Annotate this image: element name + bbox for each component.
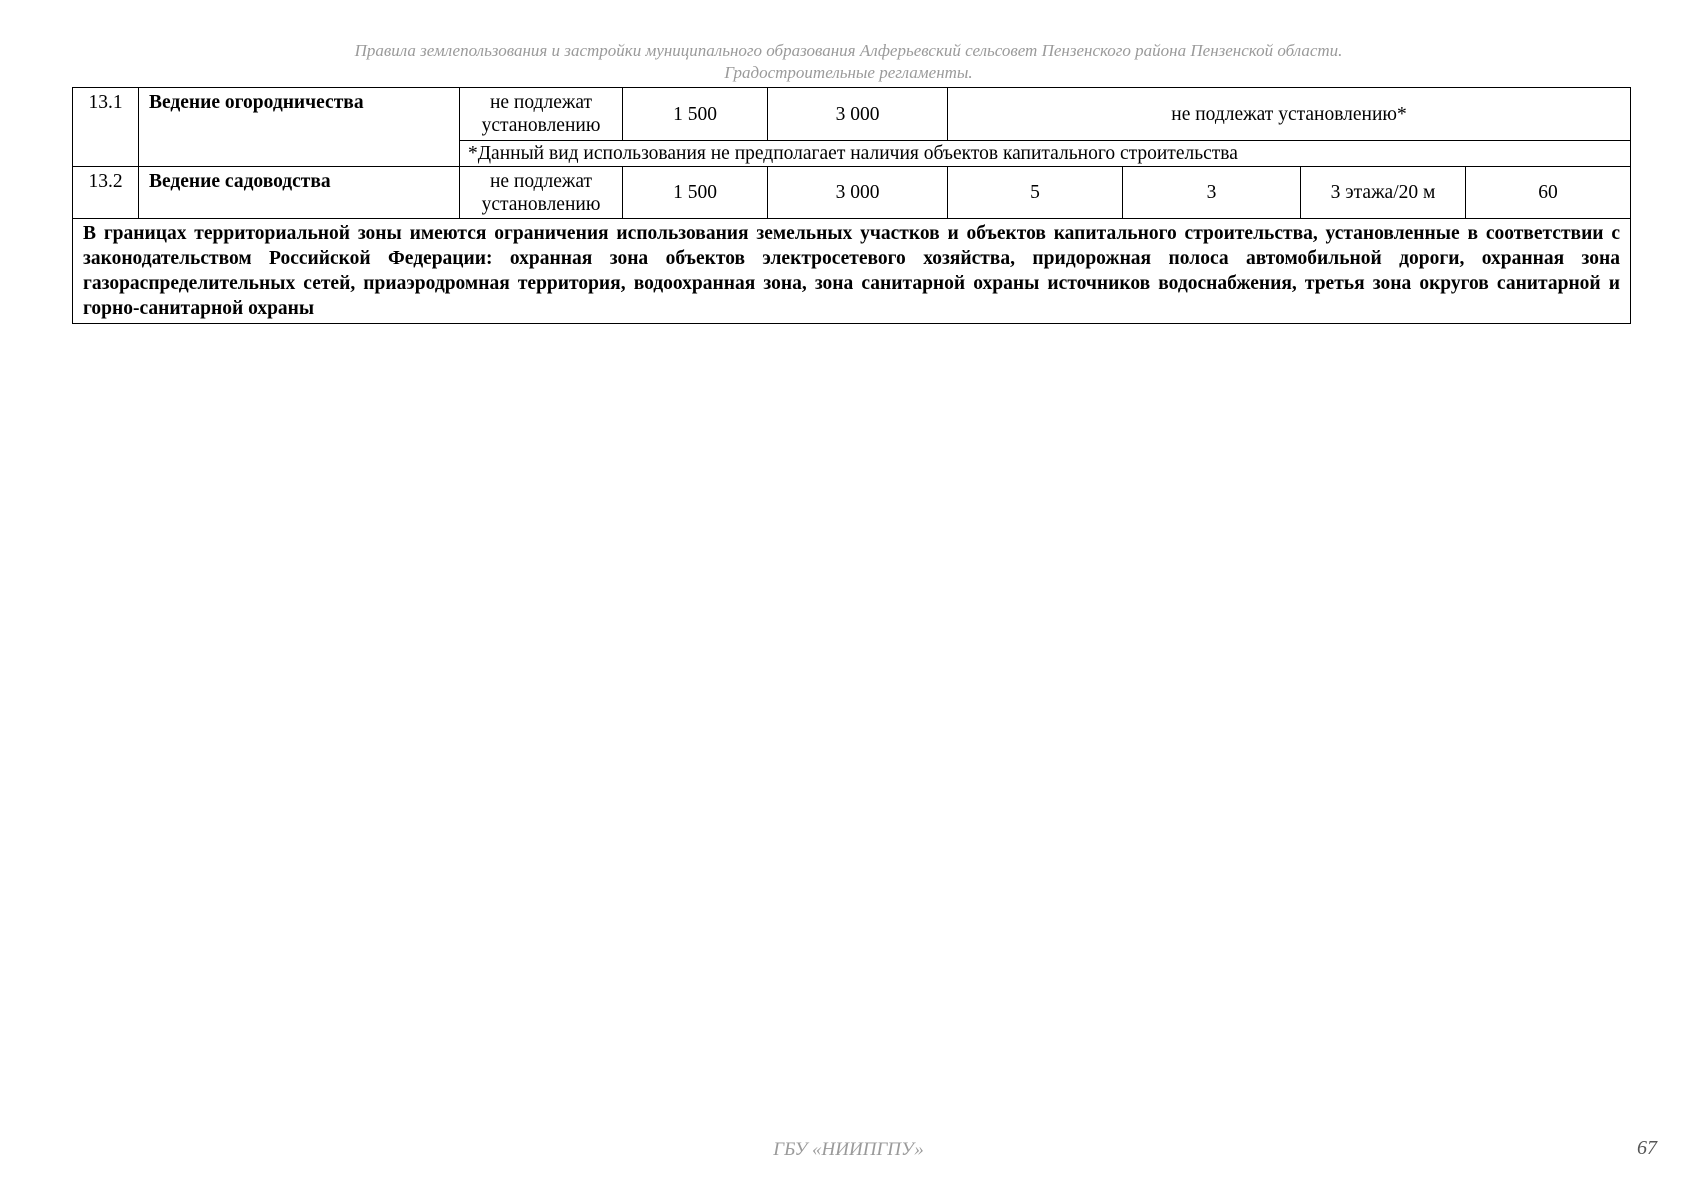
use-type-name: Ведение огородничества [139, 88, 460, 167]
cell-value: 3 [1123, 167, 1301, 219]
cell-value: не подлежат установлению [460, 167, 623, 219]
table-row [73, 219, 1631, 324]
row-note: *Данный вид использования не предполагает наличия объектов капитального строительства [460, 141, 1631, 167]
merged-cell: не подлежат установлению* [948, 88, 1631, 141]
cell-value: 1 500 [623, 167, 768, 219]
cell-value: 3 этажа/20 м [1301, 167, 1466, 219]
row-number: 13.1 [73, 88, 139, 167]
cell-value: 3 000 [768, 167, 948, 219]
cell-value: 5 [948, 167, 1123, 219]
regulations-table [72, 87, 1631, 324]
table-row [73, 88, 1631, 141]
footer-organization: ГБУ «НИИПГПУ» [773, 1139, 924, 1160]
row-number: 13.2 [73, 167, 139, 219]
page-header [0, 40, 1697, 84]
page-number: 67 [1637, 1137, 1657, 1159]
cell-value: 60 [1466, 167, 1631, 219]
use-type-name: Ведение садоводства [139, 167, 460, 219]
cell-value: 3 000 [768, 88, 948, 141]
header-line-1: Правила землепользования и застройки муниципального образования Алферьевский сельсовет Пензенского района Пензенской области. [354, 41, 1343, 60]
restrictions-note: В границах территориальной зоны имеются ограничения использования земельных участков и объектов капитального строительства, установленные в соответствии с законодательством Российской Федерации: охранная зона объектов электросетевого хозяйства, придорожная полоса автомобильной дороги, охранная зона газораспределительных сетей, приаэродромная территория, водоохранная зона, зона санитарной охраны источников водоснабжения, третья зона округов санитарной и горно-санитарной охраны [73, 219, 1631, 324]
table-row [73, 167, 1631, 219]
cell-value: не подлежат установлению [460, 88, 623, 141]
header-line-2: Градостроительные регламенты. [724, 63, 973, 82]
cell-value: 1 500 [623, 88, 768, 141]
